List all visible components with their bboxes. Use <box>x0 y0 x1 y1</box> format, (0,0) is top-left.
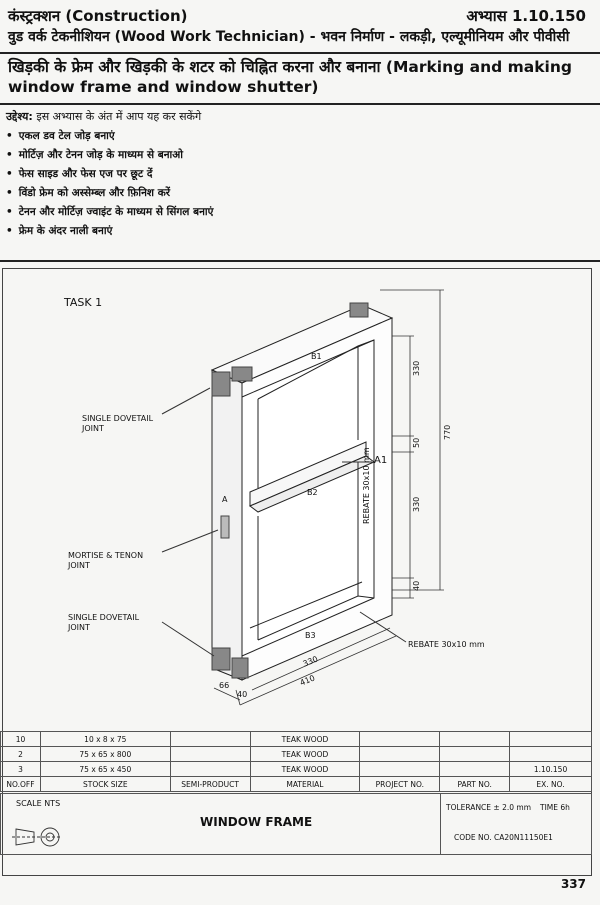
dim-410: 410 <box>298 673 317 688</box>
task-label: TASK 1 <box>64 296 103 309</box>
cell: TEAK WOOD <box>250 747 360 762</box>
page-number: 337 <box>560 877 586 891</box>
tolerance-label: TOLERANCE ± 2.0 mm <box>446 803 532 812</box>
window-frame-drawing <box>0 262 600 732</box>
exercise-number: अभ्यास 1.10.150 <box>466 7 586 25</box>
cell: TEAK WOOD <box>250 732 360 747</box>
cell <box>170 732 250 747</box>
table-row <box>1 732 592 747</box>
title-block <box>0 793 592 855</box>
title-divider <box>0 103 600 105</box>
label-a1: A1 <box>374 455 388 466</box>
time-label: TIME 6h <box>540 803 570 812</box>
label-a: A <box>222 495 228 504</box>
dim-770: 770 <box>443 424 452 440</box>
header-cell: EX. NO. <box>510 777 592 792</box>
objective-item: • फेस साइड और फेस एज पर छूट दें <box>6 165 213 184</box>
cell <box>360 747 440 762</box>
dim-330-mid: 330 <box>412 496 421 512</box>
objective-item: • टेनन और मोर्टिज़ ज्वाइंट के माध्यम से सिंगल बनाएं <box>6 203 213 222</box>
label-rebate: REBATE 30x10 mm <box>408 640 485 649</box>
objective-label: उद्देश्य: <box>6 110 33 123</box>
code-number: CODE NO. CA20N11150E1 <box>454 833 553 842</box>
cell: 10 <box>1 732 41 747</box>
header-cell: MATERIAL <box>250 777 360 792</box>
cell <box>170 747 250 762</box>
objective-intro <box>6 109 201 124</box>
scale-label: SCALE NTS <box>16 799 61 808</box>
cell <box>510 747 592 762</box>
trade-heading: वुड वर्क टेकनीशियन (Wood Work Technician) - भवन निर्माण - लकड़ी, एल्यूमीनियम और पीवीसी <box>8 29 570 45</box>
exercise-title: खिड़की के फ्रेम और खिड़की के शटर को चिह्नित करना और बनाना (Marking and making window frame and window shutter) <box>8 58 572 96</box>
objective-item: • विंडो फ्रेम को अस्सेम्ब्ल और फ़िनिश करें <box>6 184 213 203</box>
cell <box>510 732 592 747</box>
dim-40-right: 40 <box>412 580 421 591</box>
label-b1: B1 <box>311 352 322 361</box>
label-b2: B2 <box>307 488 318 497</box>
projection-symbol-icon <box>12 823 64 849</box>
bill-of-materials <box>0 731 592 792</box>
table-row <box>1 762 592 777</box>
header-cell: NO.OFF <box>1 777 41 792</box>
cell: 75 x 65 x 450 <box>40 762 170 777</box>
dim-330-top: 330 <box>412 360 421 376</box>
cell <box>170 762 250 777</box>
cell <box>440 762 510 777</box>
cell <box>440 732 510 747</box>
dim-66: 66 <box>219 681 230 690</box>
cell <box>440 747 510 762</box>
label-dovetail-top: SINGLE DOVETAIL JOINT <box>82 414 154 433</box>
objective-item: • मोर्टिज़ और टेनन जोड़ के माध्यम से बनाओ <box>6 146 213 165</box>
dim-40-bottom: 40 <box>237 690 248 699</box>
dim-330-bottom: 330 <box>301 654 320 669</box>
cell: 3 <box>1 762 41 777</box>
cell: 75 x 65 x 800 <box>40 747 170 762</box>
cell: 1.10.150 <box>510 762 592 777</box>
cell <box>360 762 440 777</box>
header-cell: SEMI-PRODUCT <box>170 777 250 792</box>
header-cell: PART NO. <box>440 777 510 792</box>
table-row <box>1 747 592 762</box>
objective-item: • फ्रेम के अंदर नाली बनाएं <box>6 222 213 241</box>
label-dovetail-bottom: SINGLE DOVETAIL JOINT <box>68 613 140 632</box>
objective-item: • एकल डव टेल जोड़ बनाएं <box>6 127 213 146</box>
cell: 10 x 8 x 75 <box>40 732 170 747</box>
title-block-divider <box>440 793 441 855</box>
label-rebate-vertical: REBATE 30x10 mm <box>362 447 371 524</box>
cell: TEAK WOOD <box>250 762 360 777</box>
category-heading: कंस्ट्रक्शन (Construction) <box>8 7 188 25</box>
label-b3: B3 <box>305 631 316 640</box>
table-header-row <box>1 777 592 792</box>
cell <box>360 732 440 747</box>
header-cell: PROJECT NO. <box>360 777 440 792</box>
label-mortise-tenon: MORTISE & TENON JOINT <box>68 551 144 570</box>
objective-text: इस अभ्यास के अंत में आप यह कर सकेंगे <box>36 110 202 123</box>
dim-50: 50 <box>412 437 421 448</box>
cell: 2 <box>1 747 41 762</box>
header-cell: STOCK SIZE <box>40 777 170 792</box>
header-divider <box>0 52 600 54</box>
objective-list <box>6 127 213 241</box>
drawing-title: WINDOW FRAME <box>200 815 313 829</box>
